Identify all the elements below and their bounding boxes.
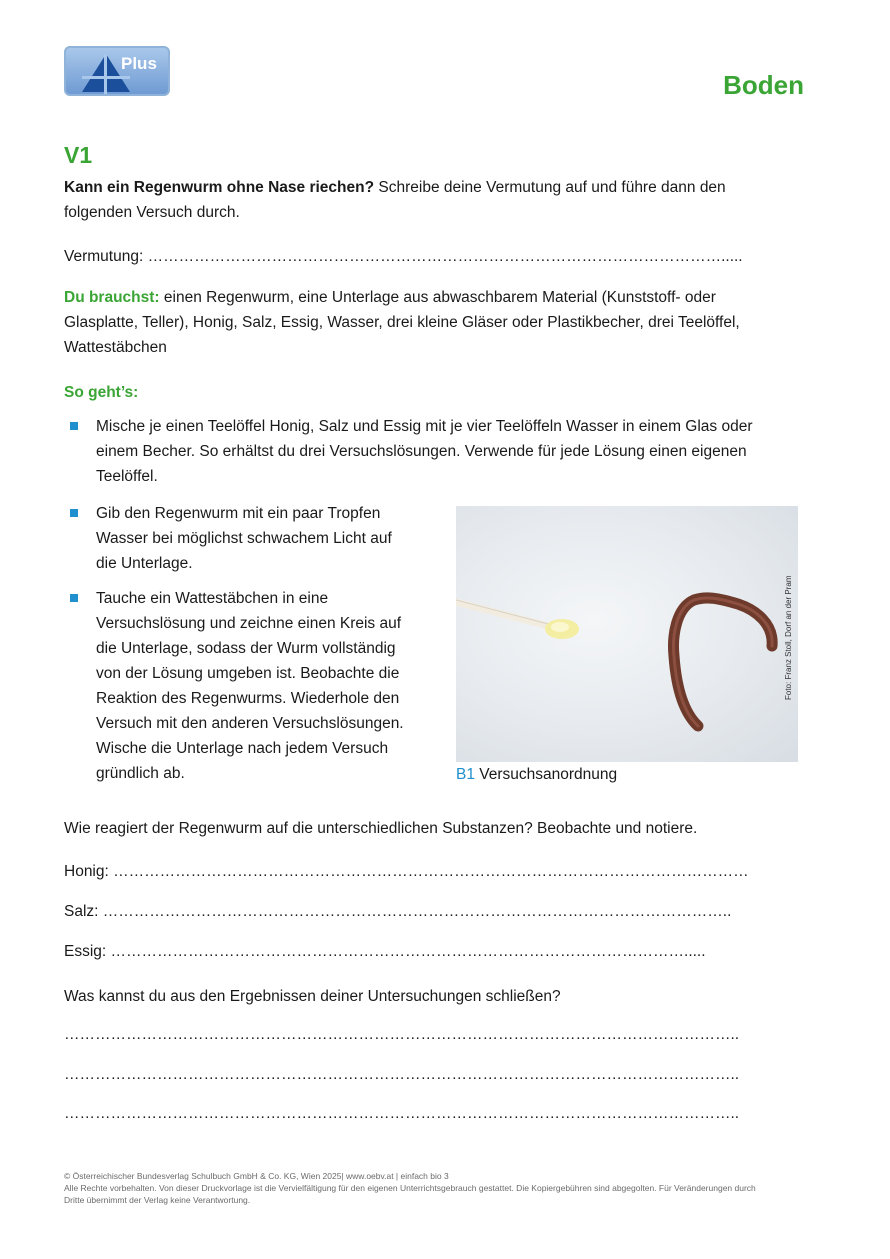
intro-question: Kann ein Regenwurm ohne Nase riechen?	[64, 179, 375, 196]
footer-copyright: © Österreichischer Bundesverlag Schulbuch GmbH & Co. KG, Wien 2025| www.oebv.at | einfach bio 3	[64, 1171, 449, 1181]
answer-salz-line[interactable]	[64, 899, 816, 924]
hypothesis-label: Vermutung:	[64, 248, 148, 265]
answer-essig-line[interactable]	[64, 939, 816, 964]
step-3-line: Wische die Unterlage nach jedem Versuch	[96, 740, 389, 757]
materials-line3: Wattestäbchen	[64, 339, 167, 356]
publisher-logo	[64, 46, 170, 96]
intro-line2: folgenden Versuch durch.	[64, 204, 240, 221]
step-3-line: Versuch mit den anderen Versuchslösungen.	[96, 715, 404, 732]
conclusion-line[interactable]: …………………………………………………………………………………………………………………..	[64, 1105, 740, 1122]
cotton-swab-highlight	[551, 622, 569, 632]
cotton-swab-stick	[456, 602, 556, 628]
step-1-line: Teelöffel.	[96, 468, 158, 485]
earthworm-illustration	[456, 506, 798, 762]
earthworm-body	[674, 598, 773, 726]
step-2-line: Gib den Regenwurm mit ein paar Tropfen	[96, 505, 381, 522]
answer-dots: ………………………………………………………………………………………………….....	[110, 943, 706, 960]
materials-line1: einen Regenwurm, eine Unterlage aus abwaschbarem Material (Kunststoff- oder	[159, 289, 716, 306]
footer-rights: Alle Rechte vorbehalten. Von dieser Druckvorlage ist die Vervielfältigung für den eigenen Unterrichtsgebrauch gestattet. Die Kopiergebühren sind abgegolten. Für Veränderungen durch	[64, 1183, 756, 1193]
hypothesis-line[interactable]	[64, 244, 816, 269]
topic-heading: Boden	[723, 70, 804, 100]
answer-label: Honig:	[64, 863, 114, 880]
materials-line2: Glasplatte, Teller), Honig, Salz, Essig, Wasser, drei kleine Gläser oder Plastikbecher, drei Teelöffel,	[64, 314, 740, 331]
materials-paragraph	[64, 285, 834, 360]
materials-label: Du brauchst:	[64, 289, 160, 306]
answer-dots: ……………………………………………………………………………………………………………	[113, 863, 749, 880]
answer-label: Essig:	[64, 943, 111, 960]
step-2-line: Wasser bei möglichst schwachem Licht auf	[96, 530, 392, 547]
step-3-line: Versuchslösung und zeichne einen Kreis auf	[96, 615, 402, 632]
figure-caption-text: Versuchsanordnung	[474, 766, 618, 783]
footer-disclaimer: Dritte übernimmt der Verlag keine Verantwortung.	[64, 1195, 251, 1205]
step-3-line: Reaktion des Regenwurms. Wiederhole den	[96, 690, 400, 707]
step-2	[96, 501, 436, 576]
conclusion-line[interactable]: …………………………………………………………………………………………………………………..	[64, 1026, 740, 1043]
cotton-swab-edge	[456, 600, 556, 626]
section-title: V1	[64, 142, 93, 168]
logo-text: Plus	[121, 54, 157, 73]
step-3-line: Tauche ein Wattestäbchen in eine	[96, 590, 329, 607]
answer-dots: …………………………………………………………………………………………………………..	[102, 903, 732, 920]
howto-label: So geht’s:	[64, 384, 139, 401]
intro-paragraph	[64, 175, 824, 225]
answer-label: Salz:	[64, 903, 103, 920]
figure-number: B1	[456, 766, 475, 783]
bullet-square-icon	[70, 594, 78, 602]
figure-caption	[456, 766, 617, 784]
observation-question: Wie reagiert der Regenwurm auf die unterschiedlichen Substanzen? Beobachte und notiere.	[64, 820, 698, 837]
photo-credit: Foto: Franz Stoll, Dorf an der Pram	[784, 575, 793, 700]
conclusion-line[interactable]: …………………………………………………………………………………………………………………..	[64, 1066, 740, 1083]
step-3-line: gründlich ab.	[96, 765, 185, 782]
experiment-photo	[456, 506, 798, 762]
footer	[64, 1170, 824, 1206]
conclusion-question: Was kannst du aus den Ergebnissen deiner Untersuchungen schließen?	[64, 988, 561, 1005]
step-2-line: die Unterlage.	[96, 555, 193, 572]
step-1-line: Mische je einen Teelöffel Honig, Salz und Essig mit je vier Teelöffeln Wasser in einem Glas oder	[96, 418, 753, 435]
step-3-line: von der Lösung umgeben ist. Beobachte die	[96, 665, 400, 682]
hypothesis-dots: ………………………………………………………………………………………………….....	[147, 248, 743, 265]
step-1	[96, 414, 826, 489]
step-1-line: einem Becher. So erhältst du drei Versuchslösungen. Verwende für jede Lösung einen eigenen	[96, 443, 747, 460]
intro-rest: Schreibe deine Vermutung auf und führe dann den	[374, 179, 726, 196]
step-3-line: die Unterlage, sodass der Wurm vollständig	[96, 640, 396, 657]
bullet-square-icon	[70, 509, 78, 517]
bullet-square-icon	[70, 422, 78, 430]
answer-honig-line[interactable]	[64, 859, 816, 884]
step-3	[96, 586, 441, 786]
